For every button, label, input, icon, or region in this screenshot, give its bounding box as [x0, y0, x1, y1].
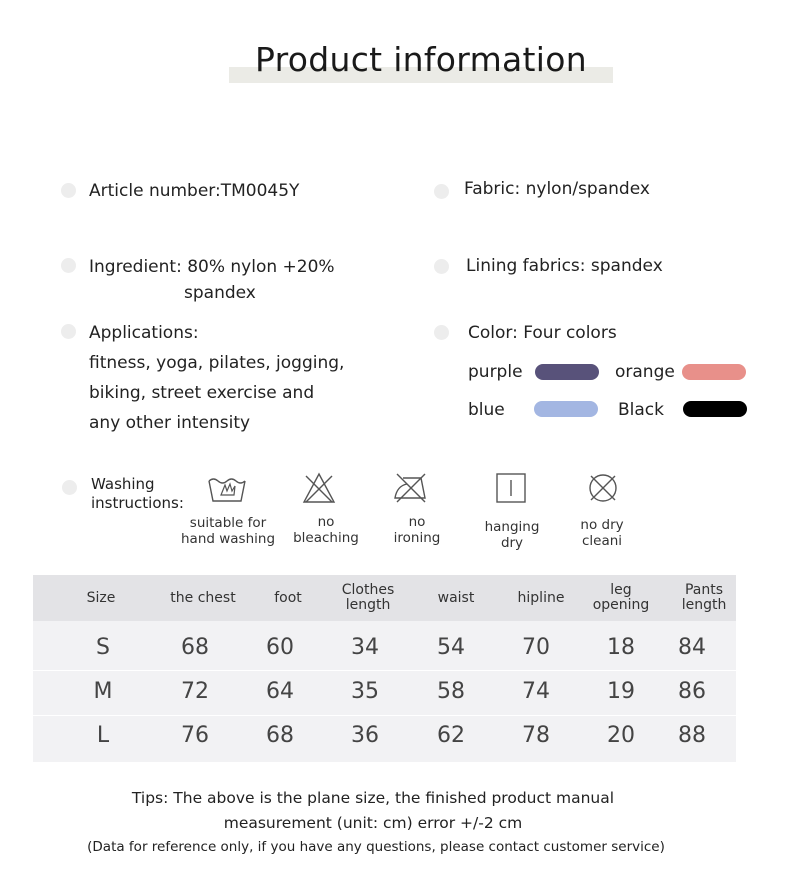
table-row [33, 626, 736, 670]
table-cell: 72 [181, 679, 209, 704]
col-header-foot: foot [274, 590, 302, 606]
size-table [33, 575, 736, 762]
table-cell: 76 [181, 723, 209, 748]
table-cell: 74 [522, 679, 550, 704]
applications-line: biking, street exercise and [89, 383, 315, 403]
table-cell: 19 [607, 679, 635, 704]
table-cell: 54 [437, 635, 465, 660]
washing-label-line2: instructions: [91, 494, 184, 512]
wash-caption [552, 517, 652, 549]
article-number: Article number:TM0045Y [89, 181, 300, 201]
col-header-clothes-length: Clothes length [341, 582, 395, 613]
table-cell: L [96, 723, 110, 748]
ingredient-line1: Ingredient: 80% nylon +20% [89, 257, 335, 277]
no-bleach-icon [302, 472, 336, 504]
wash-caption-line2: bleaching [293, 530, 359, 546]
table-cell: 20 [607, 723, 635, 748]
table-cell: 34 [351, 635, 379, 660]
bullet-dot [61, 258, 76, 273]
table-cell: 70 [522, 635, 550, 660]
fabric-info: Fabric: nylon/spandex [464, 179, 650, 199]
tips-line1: Tips: The above is the plane size, the finished product manual [131, 789, 615, 807]
wash-caption-line1: suitable for [189, 515, 267, 531]
color-name-blue: blue [468, 400, 505, 420]
color-swatch-orange [682, 364, 746, 380]
color-name-orange: orange [615, 362, 675, 382]
table-cell: 78 [522, 723, 550, 748]
bullet-dot [62, 480, 77, 495]
wash-caption-line2: hand washing [180, 531, 276, 547]
no-dry-clean-icon [586, 472, 620, 504]
table-row [33, 670, 736, 714]
table-cell: M [93, 679, 113, 704]
wash-caption-line2: dry [500, 535, 524, 551]
applications-line: fitness, yoga, pilates, jogging, [89, 353, 345, 373]
applications-line: any other intensity [89, 413, 251, 433]
color-name-black: Black [618, 400, 664, 420]
bullet-dot [61, 183, 76, 198]
color-title: Color: Four colors [468, 323, 617, 343]
wash-caption [462, 519, 562, 551]
table-row [33, 714, 736, 758]
color-swatch-blue [534, 401, 598, 417]
col-header-waist: waist [437, 590, 475, 606]
bullet-dot [61, 324, 76, 339]
lining-info: Lining fabrics: spandex [466, 256, 663, 276]
col-header-hipline: hipline [517, 590, 565, 606]
wash-caption-line1: no [408, 514, 426, 530]
table-cell: 60 [266, 635, 294, 660]
size-table-header [33, 575, 736, 621]
table-cell: 35 [351, 679, 379, 704]
hang-dry-icon [495, 472, 527, 504]
applications-title: Applications: [89, 323, 199, 343]
wash-caption [276, 514, 376, 546]
col-header-chest: the chest [170, 590, 236, 606]
ingredient-line2: spandex [184, 283, 256, 303]
color-swatch-purple [535, 364, 599, 380]
washing-label [91, 475, 184, 513]
col-header-leg-opening: leg opening [592, 582, 650, 613]
table-cell: 64 [266, 679, 294, 704]
table-cell: 58 [437, 679, 465, 704]
tips-line3: (Data for reference only, if you have any questions, please contact customer service) [87, 839, 665, 855]
table-cell: 88 [678, 723, 706, 748]
table-cell: 84 [678, 635, 706, 660]
table-cell: 86 [678, 679, 706, 704]
bullet-dot [434, 325, 449, 340]
tips-line2: measurement (unit: cm) error +/-2 cm [223, 814, 523, 832]
wash-caption [367, 514, 467, 546]
hand-wash-icon [206, 471, 248, 505]
table-cell: S [96, 635, 110, 660]
table-cell: 36 [351, 723, 379, 748]
table-cell: 62 [437, 723, 465, 748]
color-swatch-black [683, 401, 747, 417]
wash-caption-line1: hanging [484, 519, 540, 535]
wash-caption-line1: no [317, 514, 335, 530]
col-header-pants-length: Pants length [681, 582, 727, 613]
col-header-size: Size [86, 590, 116, 606]
wash-caption-line2: cleani [581, 533, 623, 549]
table-cell: 68 [266, 723, 294, 748]
color-name-purple: purple [468, 362, 523, 382]
table-cell: 68 [181, 635, 209, 660]
washing-label-line1: Washing [91, 475, 155, 493]
page-title: Product information [255, 40, 587, 79]
bullet-dot [434, 184, 449, 199]
table-cell: 18 [607, 635, 635, 660]
wash-caption [168, 515, 288, 547]
no-iron-icon [393, 472, 429, 504]
wash-caption-line2: ironing [393, 530, 441, 546]
bullet-dot [434, 259, 449, 274]
wash-caption-line1: no dry [580, 517, 624, 533]
